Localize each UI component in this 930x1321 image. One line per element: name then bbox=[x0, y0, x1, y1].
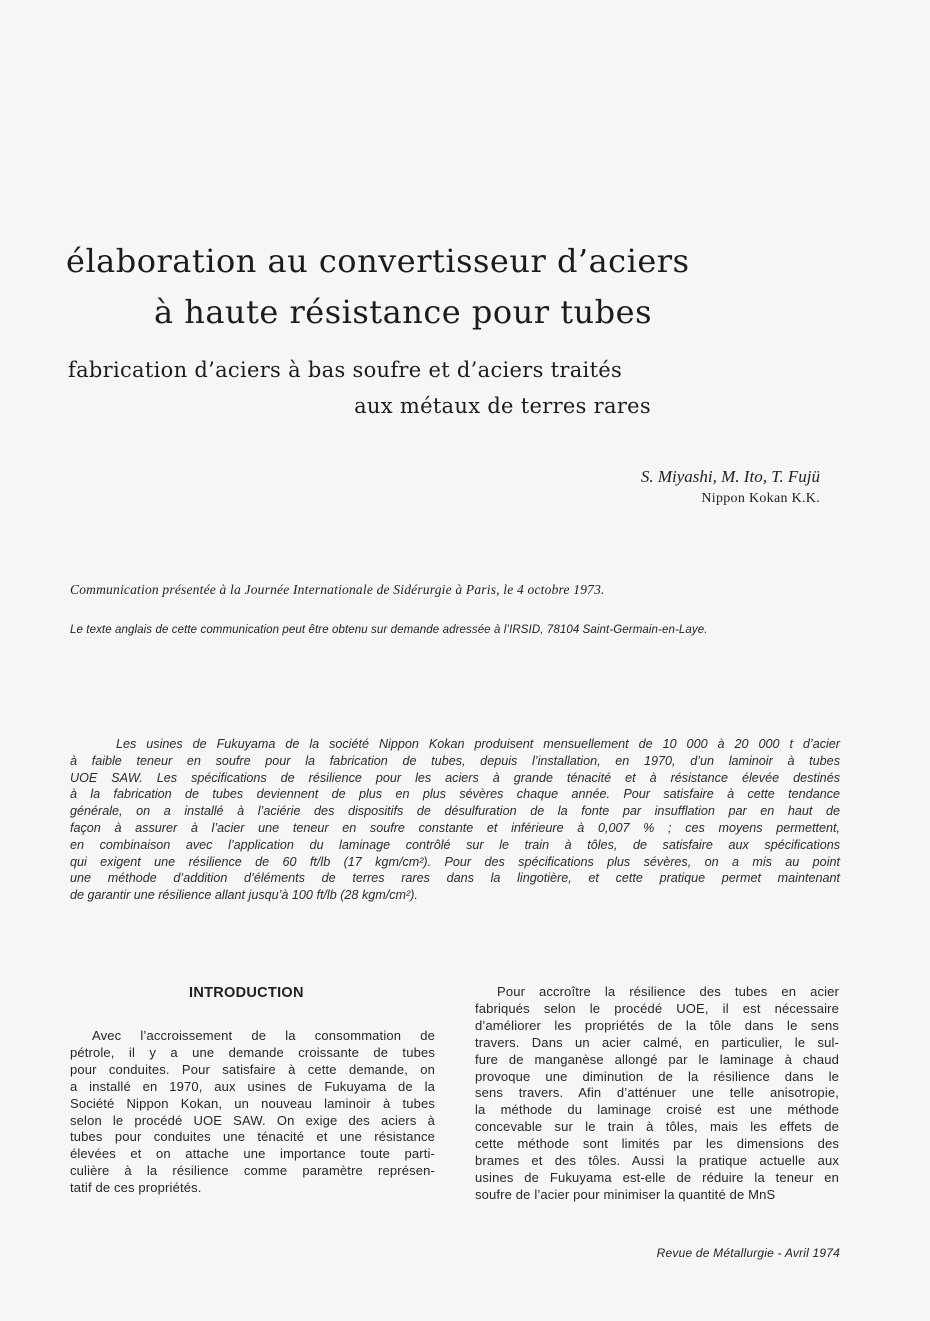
paragraph-line: tatif de ces propriétés. bbox=[70, 1180, 202, 1196]
authors: S. Miyashi, M. Ito, T. Fujü bbox=[640, 467, 820, 486]
paragraph-line: sens travers. Afin d’atténuer une telle anisotropie, bbox=[475, 1085, 839, 1101]
paragraph-line: soufre de l’acier pour minimiser la quantité de MnS bbox=[475, 1186, 776, 1202]
affiliation: Nippon Kokan K.K. bbox=[701, 491, 820, 506]
english-text-note: Le texte anglais de cette communication peut être obtenu sur demande adressée à l’IRSID, 78104 Saint-Germain-en-Laye. bbox=[70, 624, 708, 636]
paragraph-line: pour conduites. Pour satisfaire à cette demande, on bbox=[70, 1061, 435, 1077]
paragraph-line: brames et des tôles. Aussi la pratique actuelle aux bbox=[475, 1153, 839, 1169]
paragraph-line: tubes pour conduites une ténacité et une résistance bbox=[70, 1129, 435, 1145]
title-line-1: élaboration au convertisseur d’aciers bbox=[66, 242, 690, 280]
title-line-2: à haute résistance pour tubes bbox=[153, 293, 652, 331]
subtitle-line-2: aux métaux de terres rares bbox=[354, 394, 651, 418]
journal-footer: Revue de Métallurgie - Avril 1974 bbox=[656, 1246, 840, 1260]
abstract-line: en combinaison avec l’application du laminage contrôlé sur le train à tôles, de satisfaire aux spécifications bbox=[70, 837, 840, 852]
paragraph-line: d’améliorer les propriétés de la tôle dans le sens bbox=[475, 1017, 839, 1033]
paragraph-line: travers. Dans un acier calmé, en particulier, le sul- bbox=[475, 1034, 839, 1050]
paragraph-line: provoque une diminution de la résilience dans le bbox=[475, 1068, 839, 1084]
section-heading-introduction: INTRODUCTION bbox=[189, 985, 304, 1001]
abstract-line: de garantir une résilience allant jusqu’à 100 ft/lb (28 kgm/cm²). bbox=[70, 888, 418, 903]
paragraph-line: fure de manganèse allongé par le laminage à chaud bbox=[475, 1051, 839, 1067]
paragraph-line: Pour accroître la résilience des tubes en acier bbox=[497, 984, 839, 999]
abstract-line: une méthode d’addition d’éléments de terres rares dans la lingotière, et cette pratique permet maintenant bbox=[70, 871, 840, 886]
abstract bbox=[70, 736, 840, 904]
communication-note: Communication présentée à la Journée Internationale de Sidérurgie à Paris, le 4 octobre 1973. bbox=[70, 582, 605, 597]
right-column bbox=[475, 984, 839, 1204]
paragraph-line: Avec l’accroissement de la consommation de bbox=[92, 1028, 435, 1043]
paragraph-line: a installé en 1970, aux usines de Fukuyama de la bbox=[70, 1078, 435, 1094]
paragraph-line: concevable sur le train à tôles, mais les effets de bbox=[475, 1119, 839, 1135]
paragraph-line: élevées et on attache une importance toute parti- bbox=[70, 1146, 435, 1162]
paragraph-line: usines de Fukuyama est-elle de réduire la teneur en bbox=[475, 1169, 839, 1185]
paragraph-line: selon le procédé UOE SAW. On exige des aciers à bbox=[70, 1112, 435, 1128]
paragraph-line: cette méthode sont limités par les dimensions des bbox=[475, 1136, 839, 1152]
left-column bbox=[70, 1028, 435, 1197]
abstract-line: à faible teneur en soufre pour la fabrication de tubes, depuis l’installation, en 1970, d’un laminoir à tubes bbox=[70, 753, 840, 768]
subtitle-line-1: fabrication d’aciers à bas soufre et d’aciers traités bbox=[68, 358, 623, 382]
paragraph-line: pétrole, il y a une demande croissante de tubes bbox=[70, 1044, 435, 1060]
abstract-line: Les usines de Fukuyama de la société Nippon Kokan produisent mensuellement de 10 000 à 20 000 t d’acier bbox=[116, 737, 840, 751]
paragraph-line: Société Nippon Kokan, un nouveau laminoir à tubes bbox=[70, 1095, 435, 1111]
abstract-line: générale, on a installé à l’aciérie des dispositifs de désulfuration de la fonte par insufflation par en haut de bbox=[70, 804, 840, 819]
abstract-line: façon à assurer à l’acier une teneur en soufre constante et inférieure à 0,007 % ; ces moyens permettent, bbox=[70, 820, 840, 835]
paragraph-line: fabriqués selon le procédé UOE, il est nécessaire bbox=[475, 1000, 839, 1016]
abstract-line: qui exigent une résilience de 60 ft/lb (17 kgm/cm²). Pour des spécifications plus sévères, on a mis au point bbox=[70, 854, 840, 869]
paragraph-line: la méthode du laminage croisé est une méthode bbox=[475, 1102, 839, 1118]
abstract-line: à la fabrication de tubes deviennent de plus en plus sévères chaque année. Pour satisfaire à cette tendance bbox=[70, 787, 840, 802]
abstract-line: UOE SAW. Les spécifications de résilience pour les aciers à grande ténacité et à résistance élevée destinés bbox=[70, 770, 840, 785]
paragraph-line: culière à la résilience comme paramètre représen- bbox=[70, 1163, 435, 1179]
